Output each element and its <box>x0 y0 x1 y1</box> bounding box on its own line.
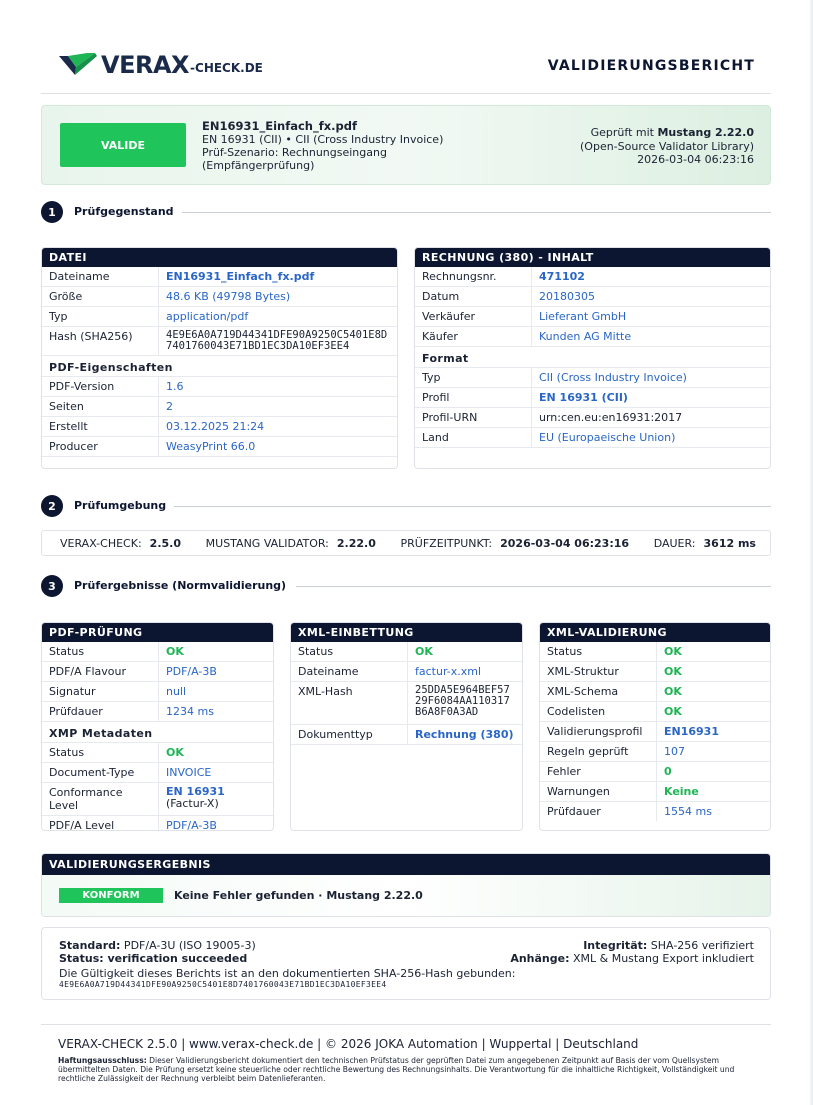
conformance-level: EN 16931 <box>166 785 225 798</box>
row-label: Datum <box>415 287 532 306</box>
table-row <box>42 327 397 356</box>
std-label: Standard: <box>59 939 121 952</box>
row-label: Größe <box>42 287 159 306</box>
card-title: DATEI <box>42 248 397 267</box>
status-ok: OK <box>664 685 682 698</box>
table-row <box>42 702 273 722</box>
row-label: Dateiname <box>291 662 408 681</box>
row-label: Signatur <box>42 682 159 701</box>
row-value: Rechnung (380) <box>415 728 514 741</box>
banner-standard: EN 16931 (CII) • CII (Cross Industry Invoice) <box>202 133 444 146</box>
report-header <box>41 46 771 94</box>
table-row <box>291 662 522 682</box>
table-row <box>42 287 397 307</box>
table-row <box>415 287 770 307</box>
row-value: 48.6 KB (49798 Bytes) <box>166 290 291 303</box>
row-label: Status <box>42 642 159 661</box>
row-label: Dokumenttyp <box>291 725 408 744</box>
table-row <box>415 388 770 408</box>
row-value: WeasyPrint 66.0 <box>166 440 256 453</box>
row-label: Seiten <box>42 397 159 416</box>
row-value: CII (Cross Industry Invoice) <box>539 371 687 384</box>
table-row <box>540 742 770 762</box>
section-number: 1 <box>41 201 63 223</box>
row-label: Fehler <box>540 762 657 781</box>
row-label: Validierungsprofil <box>540 722 657 741</box>
row-value: INVOICE <box>166 766 212 779</box>
table-row <box>540 762 770 782</box>
row-value: 1234 ms <box>166 705 214 718</box>
row-value: Lieferant GmbH <box>539 310 627 323</box>
row-label: Status <box>42 743 159 762</box>
table-row <box>42 783 273 816</box>
row-label: PDF/A Level <box>42 816 159 831</box>
env-mustang <box>206 537 376 550</box>
table-row <box>42 437 397 457</box>
footer-text: VERAX-CHECK 2.5.0 | www.verax-check.de | © 2026 JOKA Automation | Wuppertal | Deutschland <box>58 1037 639 1051</box>
env-time <box>401 537 630 550</box>
card-title: PDF-PRÜFUNG <box>42 623 273 642</box>
row-value: urn:cen.eu:en16931:2017 <box>539 411 683 424</box>
page-edge <box>809 0 813 1105</box>
environment-bar <box>41 530 771 556</box>
status-ok: OK <box>664 665 682 678</box>
row-label: PDF/A Flavour <box>42 662 159 681</box>
card-title: XML-VALIDIERUNG <box>540 623 770 642</box>
status-ok: OK <box>415 645 433 658</box>
table-row <box>415 428 770 448</box>
status-ok: OK <box>664 705 682 718</box>
row-label: Profil <box>415 388 532 407</box>
row-value: 1554 ms <box>664 805 712 818</box>
table-row <box>540 682 770 702</box>
checked-tool: Mustang 2.22.0 <box>657 126 754 139</box>
table-row <box>291 725 522 745</box>
status-ok: OK <box>664 645 682 658</box>
row-label: Profil-URN <box>415 408 532 427</box>
banner-scenario: Prüf-Szenario: Rechnungseingang <box>202 146 387 159</box>
row-value: EN 16931 (CII) <box>539 391 628 404</box>
table-row <box>415 327 770 347</box>
section-divider <box>181 212 771 213</box>
logo <box>59 50 263 80</box>
row-value: EN16931 <box>664 725 719 738</box>
banner-scenario-detail: (Empfängerprüfung) <box>202 159 315 172</box>
valid-status-badge: VALIDE <box>60 123 186 167</box>
filename-link[interactable]: EN16931_Einfach_fx.pdf <box>166 270 315 283</box>
env-verax <box>60 537 181 550</box>
row-label: Document-Type <box>42 763 159 782</box>
row-label: Producer <box>42 437 159 456</box>
section-divider <box>173 506 771 507</box>
table-row <box>42 417 397 437</box>
table-row <box>540 722 770 742</box>
table-row <box>42 662 273 682</box>
table-row <box>291 642 522 662</box>
logo-suffix: -CHECK.DE <box>190 61 263 75</box>
pdf-properties-heading: PDF-Eigenschaften <box>42 356 397 377</box>
section-3-heading <box>41 575 771 597</box>
row-value: Kunden AG Mitte <box>539 330 632 343</box>
row-value: 20180305 <box>539 290 595 303</box>
row-label: Land <box>415 428 532 447</box>
row-label: Prüfdauer <box>42 702 159 721</box>
invoice-number: 471102 <box>539 270 585 283</box>
datei-card <box>41 247 398 469</box>
row-value: 2 <box>166 400 173 413</box>
table-row <box>42 377 397 397</box>
row-value: 107 <box>664 745 685 758</box>
card-title: XML-EINBETTUNG <box>291 623 522 642</box>
status-ok: OK <box>166 746 184 759</box>
section-1-heading <box>41 201 771 223</box>
xml-embedding-card <box>290 622 523 831</box>
table-row <box>415 408 770 428</box>
status-value: verification succeeded <box>103 952 248 965</box>
row-value: application/pdf <box>166 310 249 323</box>
checked-prefix: Geprüft mit <box>590 126 658 139</box>
result-body <box>42 875 770 917</box>
integrity-info <box>510 939 754 965</box>
row-label: Prüfdauer <box>540 802 657 821</box>
warnings-value: Keine <box>664 785 699 798</box>
section-title: Prüfgegenstand <box>74 205 182 218</box>
row-value: 03.12.2025 21:24 <box>166 420 265 433</box>
checked-timestamp: 2026-03-04 06:23:16 <box>637 153 754 166</box>
checked-library: (Open-Source Validator Library) <box>580 139 754 153</box>
disclaimer-label: Haftungsausschluss: <box>58 1056 147 1065</box>
logo-text: VERAX <box>101 51 190 79</box>
row-value: EU (Europaeische Union) <box>539 431 676 444</box>
row-label: Codelisten <box>540 702 657 721</box>
table-row <box>42 267 397 287</box>
result-title: VALIDIERUNGSERGEBNIS <box>42 854 770 875</box>
card-title: RECHNUNG (380) - INHALT <box>415 248 770 267</box>
row-label: Hash (SHA256) <box>42 327 159 355</box>
table-row <box>42 763 273 783</box>
row-label: Typ <box>42 307 159 326</box>
row-label: PDF-Version <box>42 377 159 396</box>
table-row <box>540 802 770 821</box>
row-label: XML-Struktur <box>540 662 657 681</box>
env-value: 2.22.0 <box>336 536 376 550</box>
row-label: Rechnungsnr. <box>415 267 532 286</box>
table-row <box>42 397 397 417</box>
env-value: 2026-03-04 06:23:16 <box>500 536 630 550</box>
validation-result <box>41 853 771 917</box>
table-row <box>415 267 770 287</box>
row-value: PDF/A-3B <box>166 665 217 678</box>
xmp-heading: XMP Metadaten <box>42 722 273 743</box>
conformance-suffix: (Factur-X) <box>166 797 219 810</box>
xml-validation-card <box>539 622 771 831</box>
file-summary <box>202 120 443 172</box>
footer-divider <box>41 1024 771 1025</box>
row-value: factur-x.xml <box>415 665 482 678</box>
table-row <box>42 642 273 662</box>
row-label: Status <box>540 642 657 661</box>
env-label: MUSTANG VALIDATOR: <box>205 536 329 550</box>
error-count: 0 <box>664 765 672 778</box>
table-row <box>42 816 273 831</box>
rechnung-card <box>414 247 771 469</box>
checked-with <box>580 126 754 167</box>
row-label: XML-Schema <box>540 682 657 701</box>
row-value <box>159 783 273 815</box>
env-label: DAUER: <box>653 536 696 550</box>
attach-value: XML & Mustang Export inkludiert <box>569 952 754 965</box>
section-title: Prüfumgebung <box>74 499 174 512</box>
table-row <box>540 642 770 662</box>
table-row <box>42 682 273 702</box>
table-row <box>42 743 273 763</box>
section-divider <box>296 586 771 587</box>
row-label: Käufer <box>415 327 532 346</box>
standard-box <box>41 927 771 1000</box>
row-label: XML-Hash <box>291 682 408 724</box>
table-row <box>540 662 770 682</box>
table-row <box>291 682 522 725</box>
table-row <box>540 702 770 722</box>
standard-info <box>59 939 256 965</box>
row-label: Regeln geprüft <box>540 742 657 761</box>
table-row <box>415 368 770 388</box>
row-label: Status <box>291 642 408 661</box>
result-text: Keine Fehler gefunden · Mustang 2.22.0 <box>174 889 423 902</box>
row-value: 1.6 <box>166 380 184 393</box>
format-heading: Format <box>415 347 770 368</box>
banner-filename: EN16931_Einfach_fx.pdf <box>202 119 357 133</box>
row-label: Verkäufer <box>415 307 532 326</box>
disclaimer <box>58 1056 763 1084</box>
integrity-value: SHA-256 verifiziert <box>647 939 754 952</box>
section-title: Prüfergebnisse (Normvalidierung) <box>74 579 294 592</box>
integrity-label: Integrität: <box>583 939 648 952</box>
table-row <box>42 307 397 327</box>
env-value: 2.5.0 <box>149 536 181 550</box>
pdf-check-card <box>41 622 274 831</box>
report-title: VALIDIERUNGSBERICHT <box>547 58 755 74</box>
hash-value: 4E9E6A0A719D44341DFE90A9250C5401E8D7401760043E71BD1EC3DA10EF3EE4 <box>166 329 388 352</box>
attach-label: Anhänge: <box>510 952 570 965</box>
row-value: PDF/A-3B <box>166 819 217 831</box>
env-duration <box>654 537 756 550</box>
status-banner <box>41 105 771 185</box>
table-row <box>415 307 770 327</box>
conform-badge: KONFORM <box>59 888 163 903</box>
status-label: Status: <box>59 952 104 965</box>
row-label: Dateiname <box>42 267 159 286</box>
row-label: Warnungen <box>540 782 657 801</box>
document-hash: 4E9E6A0A719D44341DFE90A9250C5401E8D7401760043E71BD1EC3DA10EF3EE4 <box>59 980 387 989</box>
xml-hash-value: 25DDA5E964BEF5729F6084AA110317B6A8F0A3AD <box>415 684 510 718</box>
section-number: 2 <box>41 495 63 517</box>
env-value: 3612 ms <box>703 536 756 550</box>
row-value: null <box>166 685 187 698</box>
env-label: PRÜFZEITPUNKT: <box>400 536 493 550</box>
table-row <box>540 782 770 802</box>
binding-note: Die Gültigkeit dieses Berichts ist an den dokumentierten SHA-256-Hash gebunden: <box>59 967 516 980</box>
row-label: Erstellt <box>42 417 159 436</box>
section-2-heading <box>41 495 771 517</box>
row-label: Typ <box>415 368 532 387</box>
logo-check-icon <box>59 53 99 77</box>
std-value: PDF/A-3U (ISO 19005-3) <box>120 939 256 952</box>
status-ok: OK <box>166 645 184 658</box>
disclaimer-text: Dieser Validierungsbericht dokumentiert den technischen Prüfstatus der geprüften Datei zum angegebenen Zeitpunkt auf Basis der vom Quellsystem übermittelten Daten. Die Prüfung ersetzt keine steuerliche oder rechtliche Bewertung des Rechnungsinhalts. Die Verantwortung für die inhaltliche Richtigkeit, Vollständigkeit und rechtliche Zulässigkeit der Rechnung verbleibt beim Datenlieferanten. <box>58 1056 735 1084</box>
section-number: 3 <box>41 575 63 597</box>
row-label: Conformance Level <box>42 783 159 815</box>
env-label: VERAX-CHECK: <box>60 536 142 550</box>
